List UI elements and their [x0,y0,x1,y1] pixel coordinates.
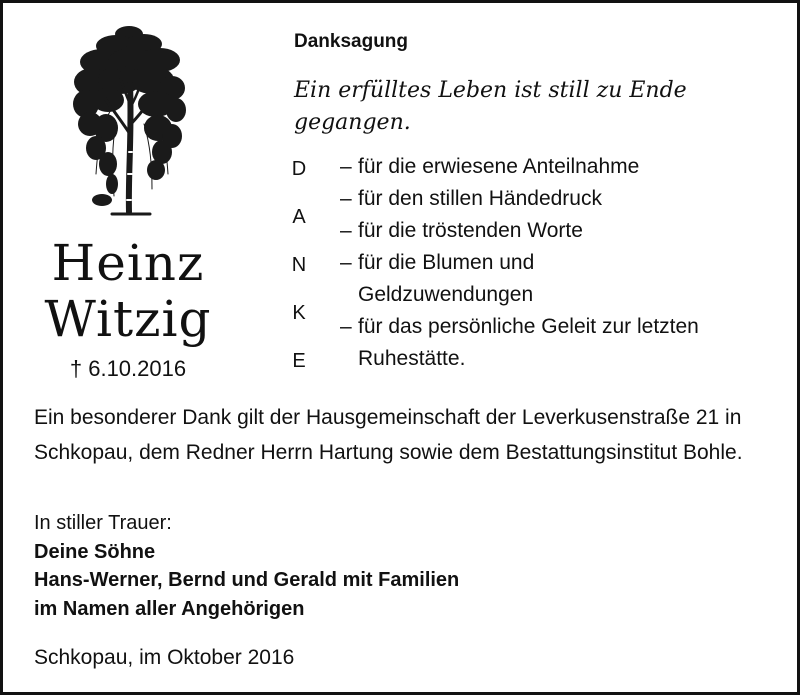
place-date: Schkopau, im Oktober 2016 [34,646,295,669]
thanks-item [340,183,699,215]
mourning-intro: In stiller Trauer: [34,512,172,534]
dash: – [340,315,352,338]
mourner-line: Hans-Werner, Bernd und Gerald mit Familien [34,569,460,591]
deceased-last-name: Witzig [44,290,212,348]
danke-letter: A [292,206,306,228]
thanks-text: für den stillen Händedruck [358,187,602,210]
thanks-list [340,151,699,375]
thanks-text: für die tröstenden Worte [358,219,583,242]
danke-letter: N [291,254,307,276]
dash: – [340,251,352,274]
dash: – [340,187,352,210]
thanks-text: Ruhestätte. [358,347,466,370]
dash: – [340,219,352,242]
mourner-line: im Namen aller Angehörigen [34,598,305,620]
danke-letter: D [291,158,307,180]
thanks-text: Geldzuwendungen [358,283,534,306]
heading-danksagung: Danksagung [294,31,409,52]
dash: – [340,155,352,178]
special-thanks-paragraph: Ein besonderer Dank gilt der Hausgemeinschaft der Leverkusenstraße 21 in Schkopau, dem Redner Herrn Hartung sowie dem Bestattungsinstitut Bohle. [34,406,743,464]
thanks-text: für das persönliche Geleit zur letzten [358,315,699,338]
thanks-item [340,151,699,183]
thanks-item [340,215,699,247]
death-date: † 6.10.2016 [69,356,187,381]
birch-tree-icon [72,24,187,220]
danke-letter: K [292,302,306,324]
thanks-text: für die Blumen und [358,251,535,274]
thanks-item [340,311,699,375]
deceased-first-name: Heinz [51,234,205,292]
mourner-line: Deine Söhne [34,541,156,563]
danke-letter: E [292,350,306,372]
thanks-item [340,247,699,311]
quote: Ein erfülltes Leben ist still zu Ende gegangen. [294,78,687,135]
thanks-text: für die erwiesene Anteilnahme [358,155,640,178]
